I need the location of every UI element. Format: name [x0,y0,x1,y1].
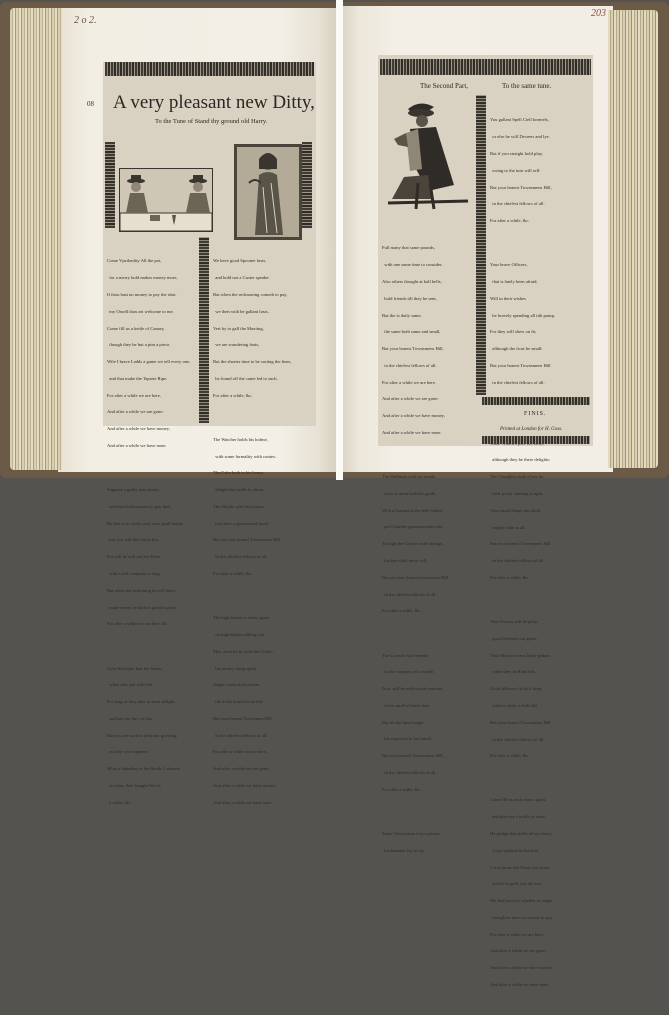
verse-line: The Watcher holds his holme, [213,436,268,442]
ornament-border-right [302,142,312,228]
verse-line: But the is daily same, [382,312,422,318]
stanza [490,608,590,770]
verse-line: We have good Spooner lusts, [213,258,267,264]
verse-line: We shall not see whether to ruppe, [490,898,554,904]
margin-mark: 08 [87,100,94,108]
verse-line: Now will he with words entreate, [382,686,444,692]
verse-line: in the chiefest fellows of all. [382,591,437,597]
verse-line: and has the Jury vs hits. [107,715,154,721]
verse-line: his money bring spent. [213,665,258,671]
verse-line: But let the Sport begin, [382,719,425,725]
verse-line: a while, &c. [107,799,132,805]
verse-line: Sunge a man both cheare, [213,682,261,688]
woodcut-image [388,99,468,211]
verse-line: Come fill us each man a quart, [490,797,547,803]
verse-line: What a Standing of the Smith, Laborers [107,766,181,772]
verse-line: we then with be gallant lusts. [213,308,269,314]
stanza [490,429,590,591]
verse-line: The Shillman with his maide, [382,474,437,480]
verse-line: For after a while, &c. [490,753,530,759]
tune-line: To the same tune. [502,82,552,90]
verse-line: Your small things into hold [490,507,541,513]
verse-line: he found off the came led to such. [213,375,278,381]
verse-line: Good fellowes fit do it keep, [490,686,543,692]
verse-line: But your honest Townsmens Hill, [382,346,444,352]
ornament-border-top [105,62,314,76]
verse-line: per Chimble gratiousments ride, [382,524,444,530]
verse-line: For long as they take in from delight, [107,699,176,705]
verse-line: The Cake both to his home, [213,470,264,476]
verse-line: if the small of that's lost: [382,702,430,708]
verse-line: For they will shew on fit, [490,329,537,335]
verse-line: his hammer lay to try, [382,847,425,853]
stanza [382,641,474,803]
verse-line: For after a while we are here, [382,379,436,385]
verse-line: on high-tempo talking rost: [213,631,266,637]
stanza [382,463,474,625]
verse-line: Will in their wishes [490,295,526,301]
verse-line: But your honest Townsmens Hill [490,541,551,547]
stanza [107,247,197,460]
woodcut-image [120,169,212,231]
page-edges-left [10,8,62,470]
verse-line: But your honest Townsmens Hill, [382,753,444,759]
ballad-column-1 [107,236,197,833]
stanza [382,234,474,447]
verse-line: Your Porters will be plain, [490,619,539,625]
verse-line: make merry he hath to gaind a good, [107,604,177,610]
verse-line: And after a while we are gone: [107,409,164,415]
verse-line: be bravely spending all tith pomp, [490,312,556,318]
verse-line: For after a while we are here, [107,392,161,398]
verse-line: in the chiefest fellows of all. [213,732,268,738]
verse-line: For after a while we are here, [213,749,267,755]
verse-line: And after a while we have money, [213,783,276,788]
verse-line: But yet your honest Townsmens Hill, [213,537,282,543]
verse-line: For still he will call for Wine, [107,554,162,560]
verse-line: And after a while we have none. [213,799,273,805]
verse-line: or else he will Decrees and lye. [490,134,550,140]
verse-line: He pledge that holds all my heart, [490,831,553,836]
verse-line: his fate shall never fall, [382,558,428,564]
verse-line: Gain Wisdome knit the heads, [107,665,163,671]
verse-line: Full many that same pounds, [382,245,435,251]
ornament-border-left [105,142,115,228]
verse-line: and then hath meanes to pay thee, [107,503,172,509]
verse-line: And after a while we have money, [490,965,553,971]
verse-line: The Chandlers both if bee be, [490,474,545,480]
verse-line: their pretty cunning it right, [490,490,544,496]
verse-line: swing to the turn will sell: [490,167,541,173]
right-folio-number: 203 [591,8,606,19]
verse-line: till to the branches he fall: [213,699,264,705]
verse-line: But your honest Townsmens Hill, [490,184,552,190]
verse-line: And after a while we are gone: [213,766,270,772]
verse-line: to the company of a maide, [382,669,435,675]
woodcut-image [237,147,299,237]
verse-line: if our rightest be but line. [490,847,539,853]
ballad-column-2 [490,95,590,1015]
verse-line: But when the reckoning he will have, [107,587,176,593]
verse-line: But the shorter time to be sorting the lines, [213,359,292,365]
verse-line: Suppose a guilty man beene, [107,487,160,493]
left-folio-number: 2 o 2. [74,15,97,26]
part-heading: The Second Part, [420,82,469,90]
stanza [213,247,313,409]
verse-line: Your Mistrys terms leash-pedant, [490,652,552,658]
verse-line: in the chiefest fellows of all. [490,379,545,385]
verse-line: And after a while we have none. [107,442,167,448]
verse-line: when they in Hind holt, [490,669,536,675]
verse-line: with some formality with contes: [213,453,277,459]
verse-line: May often he to weld the Clothe, [213,648,274,654]
woodcut-two-men-at-table [119,168,213,232]
verse-line: though he have no money to pay. [490,914,554,920]
verse-line: But your honest Townsmen Hill, [213,715,273,721]
verse-line: the same both same and small, [382,329,441,335]
verse-line: But yet your honest townsmens Hill [382,574,449,580]
stanza [490,786,590,999]
stanza [490,106,590,235]
stanza [213,426,313,588]
verse-line: But your honest Townsmens Hill [490,719,551,725]
verse-line: with one same time to consider, [382,262,443,268]
verse-line: For after a while, &c. [213,571,253,577]
woodcut-cavalier-with-cloak [388,99,468,211]
verse-line: For after a while, &c. [382,608,422,614]
verse-line: good fellowes our guest: [490,635,538,641]
verse-line: Some Towes-men if you please, [382,830,441,836]
ballad-sheet-right [378,55,593,988]
verse-line: For after a while, &c. [490,218,530,224]
stanza [107,654,197,816]
verse-line: And after a while we have none. [382,429,442,435]
verse-line: For after a while we are here, [490,931,544,937]
ornament-rule [482,397,590,405]
verse-line: in the chiefest fellows of all. [490,736,545,742]
ornament-column-divider [476,95,486,395]
verse-line: when to their is Still fall: [490,702,539,708]
verse-line: as they were appeare: [107,749,149,755]
woodcut-robed-figure [234,144,302,240]
verse-line: each of them hath the gaide, [382,490,437,496]
verse-line: With a louquet in the hele hobbe, [382,507,443,513]
stanza [213,604,313,817]
verse-line: and hold not a Custer speake: [213,275,270,281]
ornament-border-top [380,59,591,75]
verse-line: delight the wodis to chose, [213,487,265,493]
verse-line: Though the Courtes rulle change, [382,541,444,547]
verse-line: my Oasell thou art welcome to me. [107,308,174,314]
verse-line: And after a while we are gone: [382,396,439,402]
verse-line: Your brave Officers, [490,262,528,268]
verse-line: in the chiefest fellows of all. [213,554,268,560]
verse-line: And after a while we have none. [490,982,550,988]
ornament-border-bottom [482,436,590,444]
stanza [107,476,197,638]
verse-line: his expences to last small, [382,736,433,742]
verse-line: in the chiefest fellows of all. [382,362,437,368]
printer-imprint: Printed at London for H. Goss. [500,427,563,432]
verse-line: that is lately been afraid, [490,279,538,284]
ballad-title: A very pleasant new Ditty, [113,92,315,113]
ballad-column-1 [382,223,474,881]
ballad-sheet-left [87,62,316,805]
finis-label: FINIS. [524,411,547,417]
verse-line: for a merry hold makes money more, [107,275,178,281]
verse-line: and he it spell, bye all way: [490,881,543,887]
verse-line: when they put with Wit: [107,682,154,688]
verse-line: But when the recknoning cometh to pay, [213,291,288,297]
verse-line: and that make the Tapster Ripe. [107,375,168,381]
verse-line: The Courtier hall intende [382,652,429,658]
verse-line: The Maylie with his tearms, [213,503,265,509]
verse-line: He that is in credit, may now goall inside, [107,520,184,526]
verse-line: but you will the Castle key. [107,537,160,543]
page-gutter [336,0,343,480]
verse-line: and give me a bottle of wine: [490,814,546,820]
verse-line: Come fill us a kettle of Canary, [107,325,165,331]
verse-line: Also others thought at hall bells, [382,278,442,284]
verse-line: but theirs a guaranteed small, [213,520,270,526]
verse-line: For after a while, &c. [213,392,253,398]
stanza [490,251,590,413]
verse-line: although they be there delights: [490,457,551,463]
ornament-column-divider [199,237,209,423]
verse-line: though they be but a pint a piece, [107,342,171,348]
verse-line: For after a while, &c. [382,786,422,792]
verse-line: And after a while we are gone: [490,948,547,954]
verse-line: For after a while we are here, &c. [107,621,169,627]
verse-line: Vert by to gall the Maxting, [213,325,264,331]
verse-line: And after a while we have money, [107,426,170,432]
verse-line: You gallant Spell Ciell hormels, [490,117,549,123]
verse-line: in the chiefest fellows of all. [490,201,545,207]
page-edges-right [608,10,658,468]
verse-line: in other, their bought Wives. [107,783,162,788]
verse-line: For after a while, &c. [490,574,530,580]
verse-line: hold friends till they be sent, [382,295,437,301]
verse-line: in the chiefest fellows of all. [490,558,545,564]
verse-line: The high halure is newly gone, [213,615,270,621]
verse-line: And after a while we have money, [382,413,445,419]
stanza [382,820,474,865]
verse-line: But if you straight hold play, [490,150,543,156]
verse-line: But you are such to keep our growing, [107,732,178,738]
ballad-column-2 [213,236,313,833]
verse-line: mighty take at all: [490,524,526,530]
tune-line: To the Tune of Stand thy ground old Harry. [155,118,268,125]
verse-line: Let no bone the Tester see alone, [490,864,551,870]
verse-line: Wile I brave Ladds a game we tell every one, [107,359,191,365]
verse-line: although the frost be small: [490,346,543,352]
verse-line: we are wondering feats, [213,342,260,348]
verse-line: Come Vpsilonlity All the pot, [107,258,162,264]
verse-line: with a full company to sing, [107,571,161,577]
verse-line: But your honest Townsmens Hill [490,362,551,368]
verse-line: If thou hast no money to pay the shot, [107,291,177,297]
verse-line: in the chiefest fellows of all. [382,770,437,775]
